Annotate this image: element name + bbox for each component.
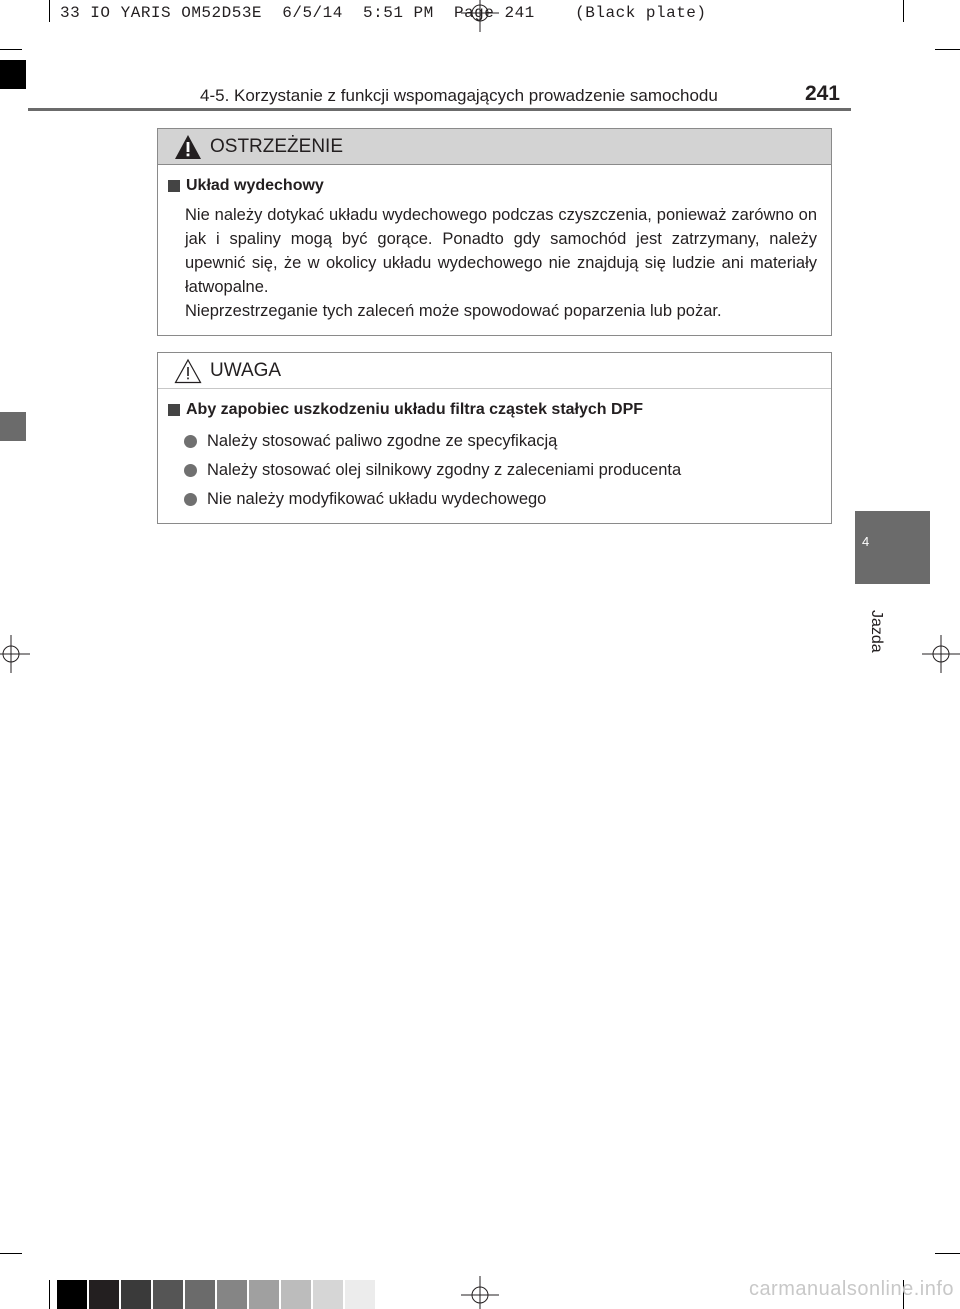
registration-mark-icon — [461, 0, 499, 32]
round-bullet-icon — [184, 435, 197, 448]
crop-mark — [0, 1253, 22, 1254]
warning-header — [158, 129, 831, 165]
square-bullet-icon — [168, 180, 180, 192]
list-item: Należy stosować paliwo zgodne ze specyfikacją — [168, 427, 817, 456]
color-calibration-bar — [57, 1280, 377, 1309]
list-item: Należy stosować olej silnikowy zgodny z zaleceniami producenta — [168, 456, 817, 485]
warning-item-heading — [168, 177, 817, 195]
warning-consequence: Nieprzestrzeganie tych zaleceń może spowodować poparzenia lub pożar. — [185, 302, 722, 320]
round-bullet-icon — [184, 493, 197, 506]
crop-mark — [903, 0, 904, 22]
warning-box — [157, 128, 832, 336]
page-number: 241 — [804, 82, 840, 105]
caution-heading-text: Aby zapobiec uszkodzeniu układu filtra cząstek stałych DPF — [186, 401, 644, 418]
crop-mark — [0, 49, 22, 50]
crop-mark — [935, 49, 960, 50]
registration-mark-icon — [922, 635, 960, 673]
caution-title: UWAGA — [210, 359, 282, 381]
section-title: 4-5. Korzystanie z funkcji wspomagających prowadzenie samochodu — [200, 86, 718, 105]
warning-triangle-outline-icon — [174, 358, 202, 384]
crop-mark — [935, 1253, 960, 1254]
caution-item-heading — [168, 401, 817, 419]
chapter-number: 4 — [862, 534, 870, 549]
square-bullet-icon — [168, 404, 180, 416]
warning-heading-text: Układ wydechowy — [186, 177, 324, 194]
registration-mark-icon — [0, 635, 30, 673]
color-swatch — [89, 1280, 119, 1309]
warning-paragraph: Nie należy dotykać układu wydechowego podczas czyszczenia, ponieważ zarówno on jak i spaliny mogą być gorące. Ponadto gdy samochód jest zatrzymany, należy upewnić się, że w okolicy układu wydechowego nie znajdują się ludzie ani materiały łatwopalne. — [185, 206, 817, 296]
caution-box — [157, 352, 832, 524]
warning-title: OSTRZEŻENIE — [210, 135, 344, 157]
color-swatch — [121, 1280, 151, 1309]
watermark: carmanualsonline.info — [748, 1278, 954, 1300]
thumb-tab-grey — [0, 412, 26, 441]
color-swatch — [345, 1280, 375, 1309]
crop-mark — [49, 0, 50, 22]
running-head — [200, 80, 840, 106]
color-swatch — [281, 1280, 311, 1309]
round-bullet-icon — [184, 464, 197, 477]
caution-body — [158, 389, 831, 526]
chapter-label: Jazda — [868, 610, 885, 653]
thumb-tab-black — [0, 60, 26, 89]
registration-mark-icon — [461, 1276, 499, 1309]
warning-body — [158, 165, 831, 335]
color-swatch — [185, 1280, 215, 1309]
print-slug: 33 IO YARIS OM52D53E 6/5/14 5:51 PM Page 241 (Black plate) — [60, 4, 707, 22]
color-swatch — [217, 1280, 247, 1309]
caution-header — [158, 353, 831, 389]
color-swatch — [153, 1280, 183, 1309]
header-rule — [28, 108, 851, 111]
color-swatch — [249, 1280, 279, 1309]
warning-triangle-filled-icon — [174, 134, 202, 160]
list-item: Nie należy modyfikować układu wydechowego — [168, 485, 817, 514]
color-swatch — [57, 1280, 87, 1309]
crop-mark — [49, 1280, 50, 1309]
color-swatch — [313, 1280, 343, 1309]
